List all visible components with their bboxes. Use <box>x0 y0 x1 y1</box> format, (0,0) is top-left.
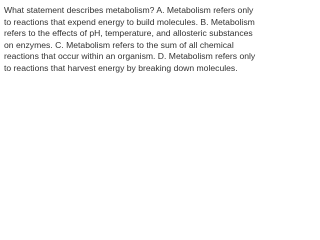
question-text: What statement describes metabolism? A. Metabolism refers only to reactions that expend energy to build molecules. B. Metabolism refers to the effects of pH, temperature, and allosteric substances on enzymes. C. Metabolism refers to the sum of all chemical reactions that occur within an organism. D. Metabolism refers only to reactions that harvest energy by breaking down molecules. <box>4 5 256 73</box>
